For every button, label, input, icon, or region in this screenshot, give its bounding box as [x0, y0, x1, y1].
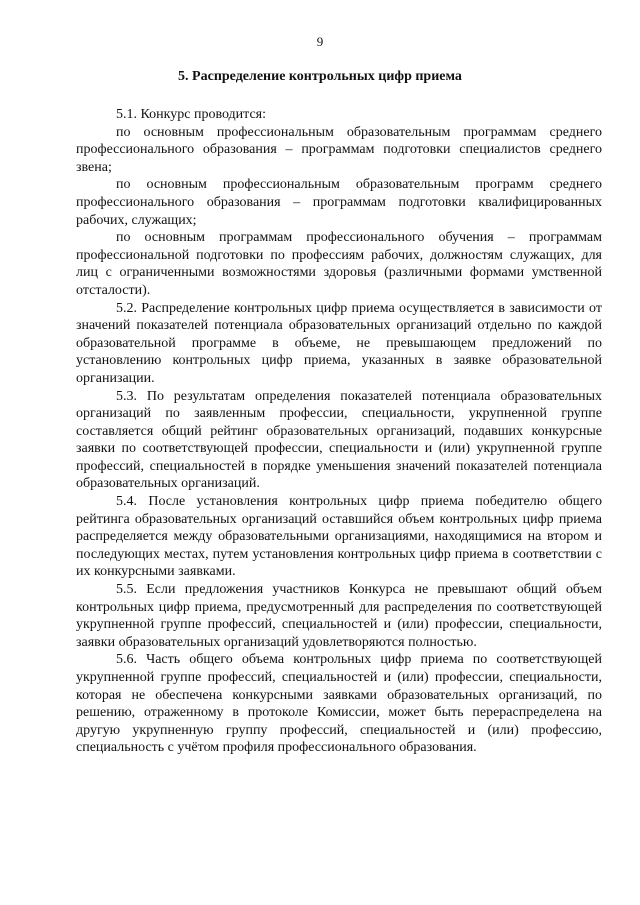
- paragraph-5-5: 5.5. Если предложения участников Конкурса не превышают общий объем контрольных цифр приема, предусмотренный для распределения по соответствующей укрупненной группе профессий, специальностей и (или) профессии, специальности, заявки образовательных организаций удовлетворяются полностью.: [76, 582, 602, 650]
- page-number: 9: [316, 34, 324, 49]
- paragraph-5-2: 5.2. Распределение контрольных цифр приема осуществляется в зависимости от значений показателей потенциала образовательных организаций отдельно по каждой образовательной программе в объеме, не превышающем предложений по установлению контрольных цифр приема, указанных в заявке образовательной организации.: [76, 300, 602, 386]
- paragraph-5-1-item-2: по основным профессиональным образовательным программ среднего профессионального образования – программам подготовки квалифицированных рабочих, служащих;: [76, 177, 602, 228]
- section-body: [76, 106, 602, 757]
- paragraph-5-1-item-1: по основным профессиональным образовательным программам среднего профессионального образования – программам подготовки специалистов среднего звена;: [76, 124, 602, 175]
- paragraph-5-1-item-3: по основным программам профессионального обучения – программам профессиональной подготовки по профессиям рабочих, должностям служащих, для лиц с ограниченными возможностями здоровья (различными формами умственной отсталости).: [76, 230, 602, 298]
- section-heading: 5. Распределение контрольных цифр приема: [178, 69, 462, 84]
- paragraph-5-6: 5.6. Часть общего объема контрольных цифр приема по соответствующей укрупненной группе профессий, специальностей и (или) профессии, специальности, которая не обеспечена конкурсными заявками образовательных организаций, по решению, отраженному в протоколе Комиссии, может быть перераспределена на другую укрупненную группу профессий, специальностей и (или) профессию, специальность с учётом профиля профессионального образования.: [76, 652, 602, 756]
- paragraph-5-1: 5.1. Конкурс проводится:: [116, 107, 267, 122]
- paragraph-5-4: 5.4. После установления контрольных цифр приема победителю общего рейтинга образовательных организаций оставшийся объем контрольных цифр приема распределяется между образовательными организациями, находящимися на втором и последующих местах, путем установления контрольных цифр приема в соответствии с их конкурсными заявками.: [76, 494, 602, 580]
- paragraph-5-3: 5.3. По результатам определения показателей потенциала образовательных организаций по заявленным профессии, специальности, укрупненной группе составляется общий рейтинг образовательных организаций, подавших конкурсные заявки по соответствующей профессии, специальности и (или) укрупненной группе профессий, специальностей в порядке уменьшения значений показателей потенциала образовательных организаций.: [76, 388, 602, 492]
